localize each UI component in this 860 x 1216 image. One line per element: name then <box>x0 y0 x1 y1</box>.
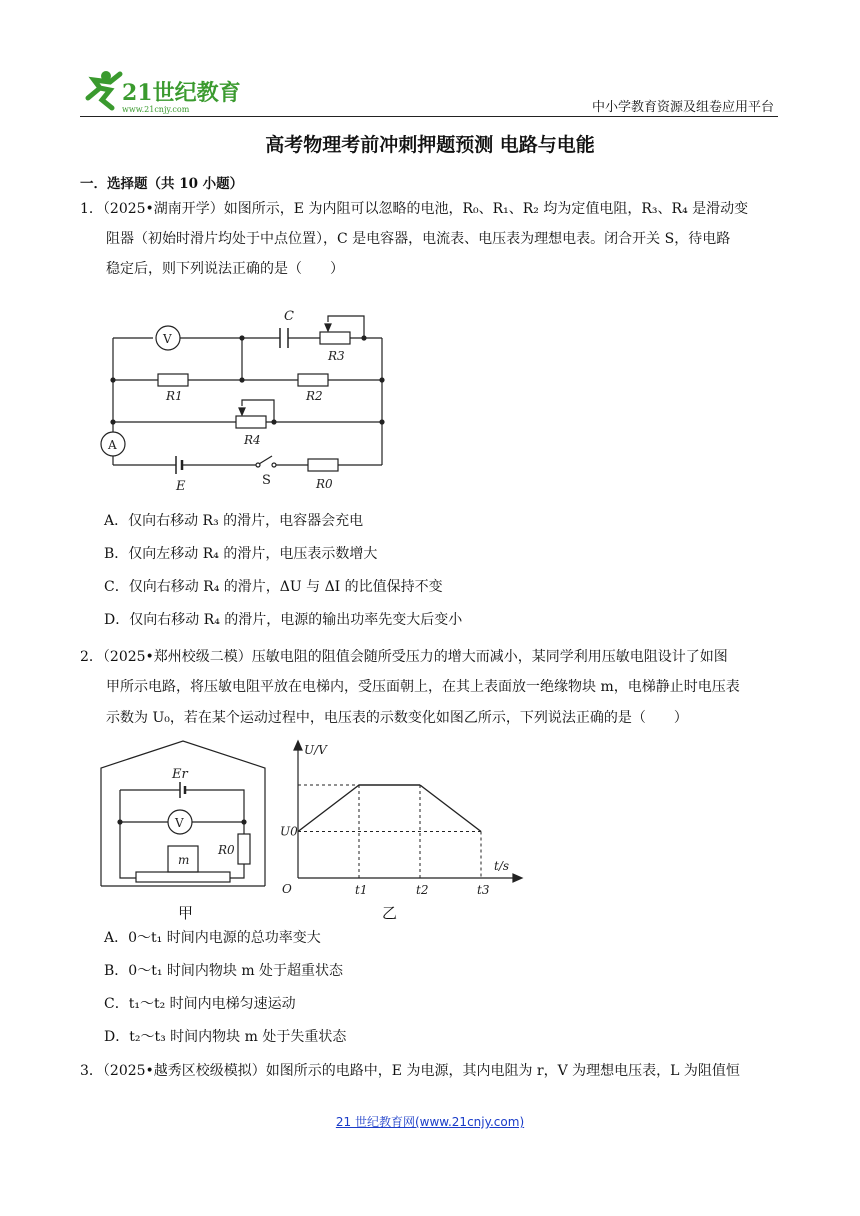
q2-option-d: D．t₂～t₃ 时间内物块 m 处于失重状态 <box>104 1029 347 1045</box>
q2-line-2: 甲所示电路，将压敏电阻平放在电梯内，受压面朝上，在其上表面放一绝缘物块 m，电梯静止时电压表 <box>106 679 740 695</box>
origin-label: O <box>282 882 292 896</box>
svg-text:R1: R1 <box>166 389 183 403</box>
svg-text:S: S <box>262 473 271 488</box>
runner-icon <box>88 71 120 108</box>
svg-text:A: A <box>108 438 117 452</box>
r4-resistor <box>236 416 266 428</box>
y-axis-arrow <box>294 741 302 750</box>
svg-text:V: V <box>175 816 184 830</box>
q1-line-1: 1．（2025•湖南开学）如图所示，E 为内阻可以忽略的电池，R₀、R₁、R₂ 均为定值电阻，R₃、R₄ 是滑动变 <box>80 201 749 217</box>
footer-link[interactable]: 21 世纪教育网(www.21cnjy.com) <box>335 1115 525 1129</box>
svg-text:C: C <box>284 309 294 324</box>
svg-text:R0: R0 <box>218 843 235 857</box>
q1-line-3: 稳定后，则下列说法正确的是（ ） <box>106 261 344 277</box>
platform-name: 中小学教育资源及组卷应用平台 <box>591 100 774 115</box>
fig-b-caption: 乙 <box>382 904 398 922</box>
r2-resistor <box>298 374 328 386</box>
q2-voltage-chart <box>278 738 538 907</box>
q2-option-c: C．t₁～t₂ 时间内电梯匀速运动 <box>104 996 296 1012</box>
site-logo <box>80 68 250 118</box>
voltage-segment <box>298 785 359 832</box>
y-axis-label: U/V <box>304 743 327 757</box>
q2-line-3: 示数为 U₀，若在某个运动过程中，电压表的示数变化如图乙所示，下列说法正确的是（ ） <box>106 710 688 726</box>
r3-resistor <box>320 332 350 344</box>
switch-icon <box>259 456 272 464</box>
svg-text:E: E <box>176 479 186 494</box>
svg-text:R0: R0 <box>316 477 333 491</box>
pressure-sensor <box>136 872 230 882</box>
svg-text:R3: R3 <box>328 349 345 363</box>
q1-line-2: 阻器（初始时滑片均处于中点位置），C 是电容器，电流表、电压表为理想电表。闭合开关 S，待电路 <box>106 231 731 247</box>
svg-text:Er: Er <box>172 767 188 782</box>
q1-option-b: B．仅向左移动 R₄ 的滑片，电压表示数增大 <box>104 546 378 562</box>
x-axis-label: t/s <box>494 859 510 873</box>
q1-option-c: C．仅向右移动 R₄ 的滑片，ΔU 与 ΔI 的比值保持不变 <box>104 579 443 595</box>
y-tick-label: U0 <box>280 824 298 839</box>
r1-resistor <box>158 374 188 386</box>
q2-line-1: 2．（2025•郑州校级二模）压敏电阻的阻值会随所受压力的增大而减小，某同学利用压敏电阻设计了如图 <box>80 649 728 665</box>
q1-option-d: D．仅向右移动 R₄ 的滑片，电源的输出功率先变大后变小 <box>104 612 463 628</box>
svg-text:V: V <box>163 332 172 346</box>
r0-resistor <box>238 834 250 864</box>
x-tick-label: t3 <box>477 883 490 897</box>
q3-line-1: 3．（2025•越秀区校级模拟）如图所示的电路中，E 为电源，其内电阻为 r，V 为理想电压表，L 为阻值恒 <box>80 1063 740 1079</box>
q1-option-a: A．仅向右移动 R₃ 的滑片，电容器会充电 <box>104 513 364 529</box>
q2-option-b: B．0～t₁ 时间内物块 m 处于超重状态 <box>104 963 344 979</box>
svg-text:m: m <box>178 853 190 867</box>
fig-a-caption: 甲 <box>178 904 194 922</box>
svg-text:R2: R2 <box>306 389 323 403</box>
header-divider <box>80 116 778 117</box>
x-tick-label: t1 <box>355 883 368 897</box>
x-tick-label: t2 <box>416 883 429 897</box>
svg-text:R4: R4 <box>244 433 261 447</box>
svg-text:www.21cnjy.com: www.21cnjy.com <box>122 105 190 114</box>
x-axis-arrow <box>513 874 522 882</box>
section-heading: 一．选择题（共 10 小题） <box>80 176 244 192</box>
q1-circuit-figure <box>96 300 396 504</box>
page-title: 高考物理考前冲刺押题预测 电路与电能 <box>265 134 595 156</box>
r0-resistor <box>308 459 338 471</box>
voltage-segment <box>420 785 481 832</box>
q2-option-a: A．0～t₁ 时间内电源的总功率变大 <box>104 930 321 946</box>
footer <box>0 1113 860 1130</box>
svg-text:21世纪教育: 21世纪教育 <box>122 80 241 106</box>
